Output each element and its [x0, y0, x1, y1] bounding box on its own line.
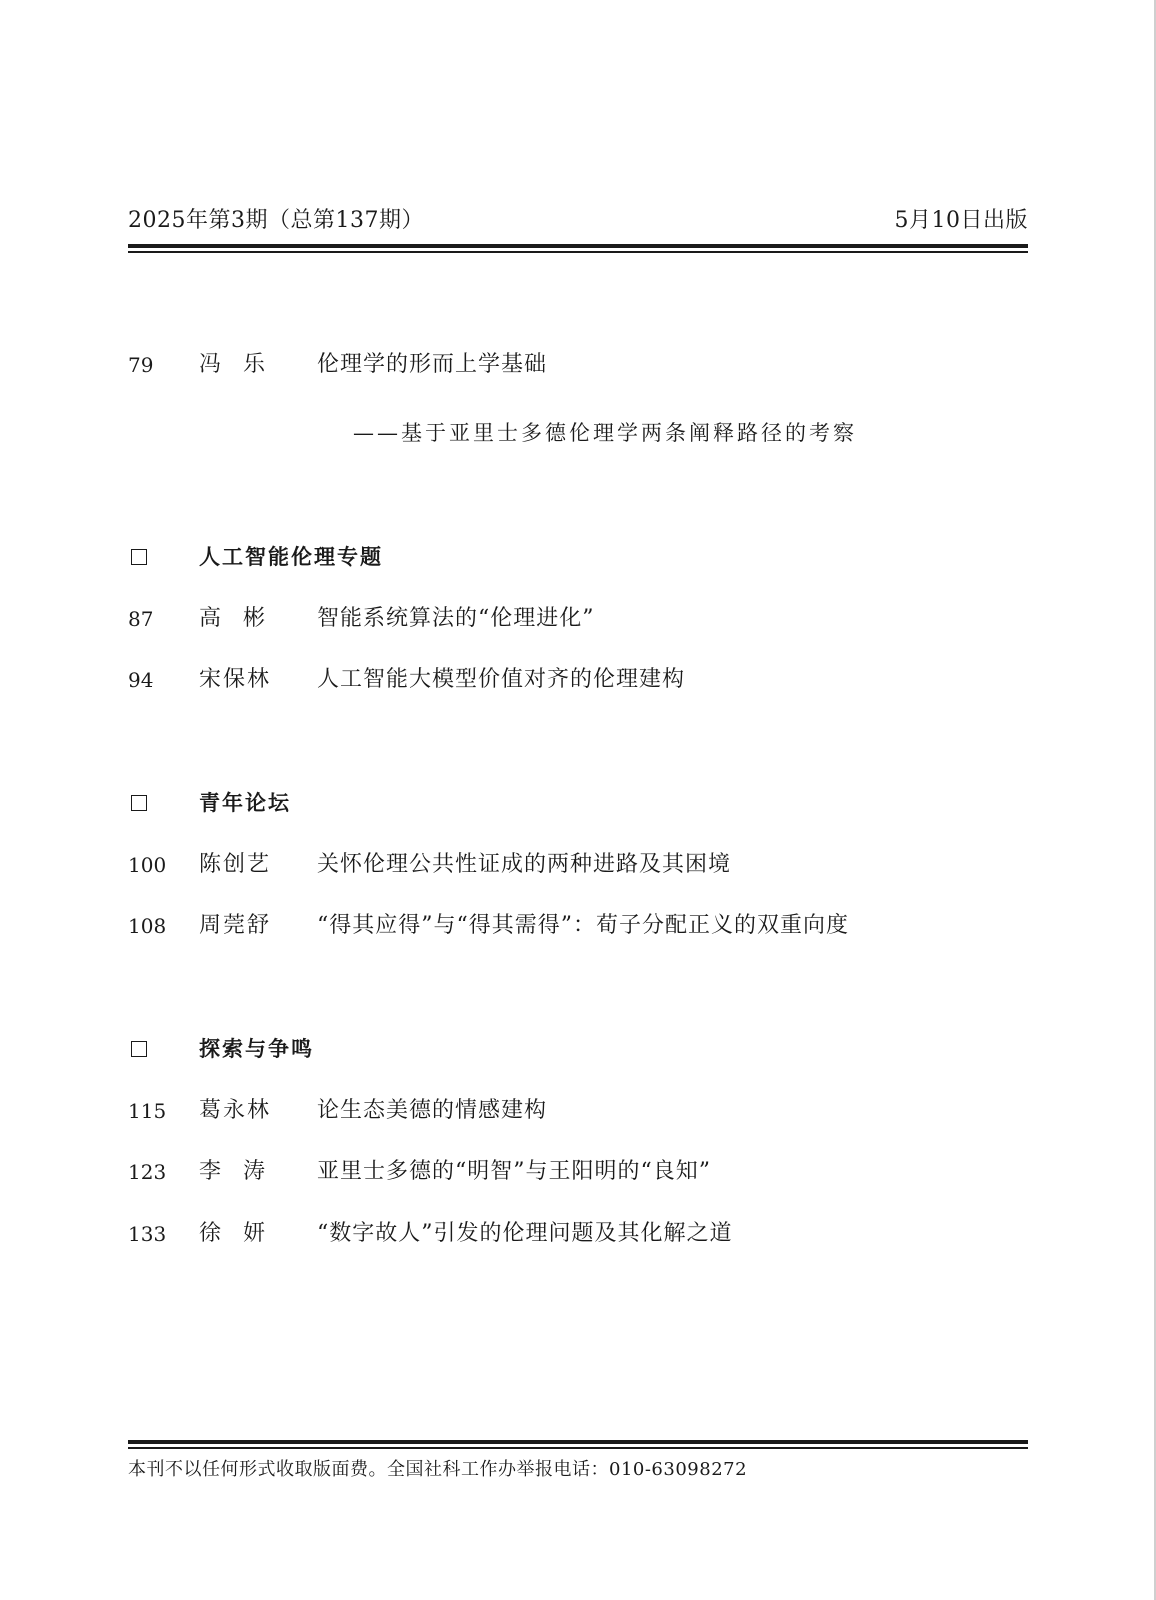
section-title: 探索与争鸣: [199, 1037, 314, 1061]
header-rule-thick: [128, 244, 1028, 248]
author-name: 高彬: [199, 606, 288, 631]
footer-note: 本刊不以任何形式收取版面费。全国社科工作办举报电话：010-63098272: [128, 1459, 748, 1480]
author-name: 周莞舒: [199, 913, 272, 938]
author-name: 宋保林: [199, 667, 272, 692]
checkbox-square-icon: [131, 549, 147, 565]
checkbox-square-icon: [131, 795, 147, 811]
author-name: 陈创艺: [199, 852, 272, 877]
checkbox-square-icon: [131, 1041, 147, 1057]
article-title: 伦理学的形而上学基础: [317, 352, 548, 377]
author-name: 徐妍: [199, 1221, 288, 1246]
publication-date: 5月10日出版: [894, 208, 1028, 233]
author-name: 冯乐: [199, 352, 288, 377]
article-title: 论生态美德的情感建构: [317, 1098, 548, 1123]
toc-entry[interactable]: [128, 849, 1028, 881]
header-rule-thin: [128, 251, 1028, 253]
author-name: 葛永林: [199, 1098, 272, 1123]
page-number: 133: [128, 1222, 167, 1246]
toc-entry[interactable]: [128, 1218, 1028, 1250]
section-title: 青年论坛: [199, 791, 291, 815]
author-name: 李涛: [199, 1159, 288, 1184]
toc-entry[interactable]: [128, 1095, 1028, 1127]
page-number: 79: [128, 353, 154, 377]
page-number: 94: [128, 668, 154, 692]
article-subtitle: ——基于亚里士多德伦理学两条阐释路径的考察: [353, 421, 857, 445]
page-number: 100: [128, 853, 167, 877]
toc-entry[interactable]: [128, 603, 1028, 635]
toc-entry[interactable]: [128, 664, 1028, 696]
toc-entry[interactable]: [128, 1156, 1028, 1188]
article-title: 关怀伦理公共性证成的两种进路及其困境: [317, 852, 732, 877]
page-number: 108: [128, 914, 167, 938]
footer-rule-thin: [128, 1447, 1028, 1449]
page-number: 87: [128, 607, 154, 631]
section-title: 人工智能伦理专题: [199, 545, 383, 569]
page-number: 123: [128, 1160, 167, 1184]
page-number: 115: [128, 1099, 167, 1123]
footer-rule-thick: [128, 1440, 1028, 1444]
section-heading: [128, 541, 1028, 575]
article-title: 人工智能大模型价值对齐的伦理建构: [317, 667, 686, 692]
toc-entry[interactable]: [128, 349, 1028, 381]
article-title: 智能系统算法的“伦理进化”: [317, 606, 595, 631]
article-title: 亚里士多德的“明智”与王阳明的“良知”: [317, 1159, 711, 1184]
section-heading: [128, 1033, 1028, 1067]
article-title: “得其应得”与“得其需得”：荀子分配正义的双重向度: [317, 913, 849, 938]
article-title: “数字故人”引发的伦理问题及其化解之道: [317, 1221, 733, 1246]
issue-number: 2025年第3期（总第137期）: [128, 208, 424, 233]
issue-header: [128, 206, 1028, 240]
section-heading: [128, 787, 1028, 821]
toc-entry[interactable]: [128, 910, 1028, 942]
